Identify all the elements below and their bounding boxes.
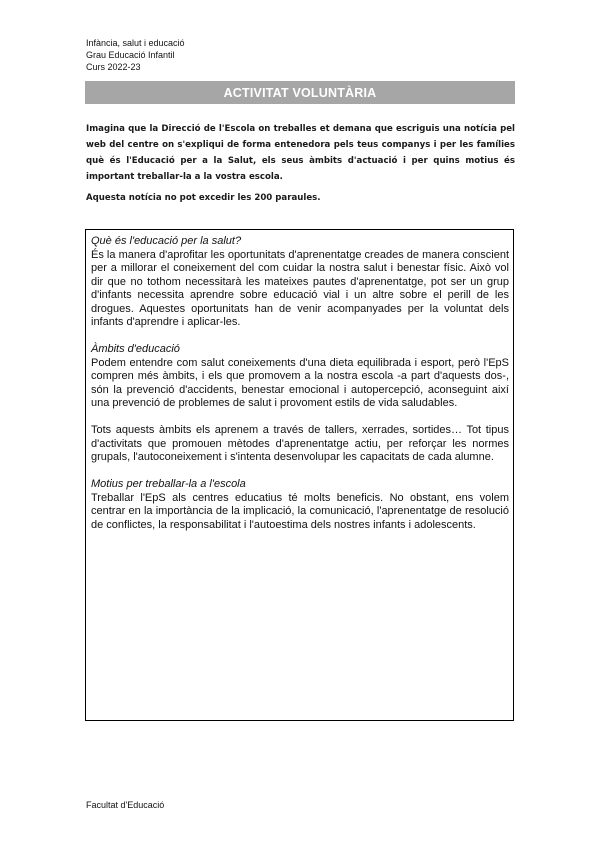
course-name: Infància, salut i educació [86, 38, 185, 48]
word-limit-note: Aquesta notícia no pot excedir les 200 paraules. [86, 193, 321, 203]
section-heading-areas: Àmbits d'educació [91, 343, 180, 355]
section-heading-reasons: Motius per treballar-la a l'escola [91, 478, 246, 490]
section-body-what-is: És la manera d'aprofitar les oportunitats d'aprenentatge creades de manera conscient per a millorar el coneixement del com cuidar la nostra salut i benestar físic. Això vol dir que no tothom necessitarà les mateixes pautes d'aprenentatge, pot ser un grup d'infants necessita aprendre sobre educació vial i un altre sobre el perill de les drogues. Aquestes oportunitats han de venir acompanyades per la voluntat dels infants d'aprendre i aplicar-les. [91, 248, 509, 328]
academic-year: Curs 2022-23 [86, 62, 141, 72]
degree-name: Grau Educació Infantil [86, 50, 175, 60]
document-header [86, 37, 185, 73]
section-body-areas: Podem entendre com salut coneixements d'una dieta equilibrada i esport, però l'EpS compren més àmbits, i els que promovem a la nostra escola -a part d'aquests dos-, són la prevenció d'accidents, benestar emocional i autopercepció, aconseguint així una prevenció de problemes de salut i provoment estils de vida saludables. [91, 356, 509, 409]
answer-box [85, 229, 514, 721]
activity-title: ACTIVITAT VOLUNTÀRIA [223, 85, 377, 100]
section-heading-what-is: Què és l'educació per la salut? [91, 235, 242, 247]
activity-title-banner [85, 81, 515, 104]
section-body-areas-activities: Tots aquests àmbits els aprenem a través de tallers, xerrades, sortides… Tot tipus d'activitats que promouen mètodes d'aprenentatge actiu, per reforçar les normes grupals, l'autoconeixement i s'intenta desenvolupar les capacitats de cada alumne. [91, 424, 509, 463]
activity-prompt: Imagina que la Direcció de l'Escola on treballes et demana que escriguis una notícia pel web del centre on s'expliqui de forma entenedora pels teus companys i per les famílies què és l'Educació per a la Salut, els seus àmbits d'actuació i per quins motius és important treballar-la a la vostra escola. [86, 124, 515, 182]
faculty-footer: Facultat d'Educació [86, 800, 165, 810]
section-body-reasons: Treballar l'EpS als centres educatius té molts beneficis. No obstant, ens volem centrar en la importància de la implicació, la comunicació, l'aprenentatge de resolució de conflictes, la responsabilitat i l'autoestima dels nostres infants i adolescents. [91, 491, 509, 531]
